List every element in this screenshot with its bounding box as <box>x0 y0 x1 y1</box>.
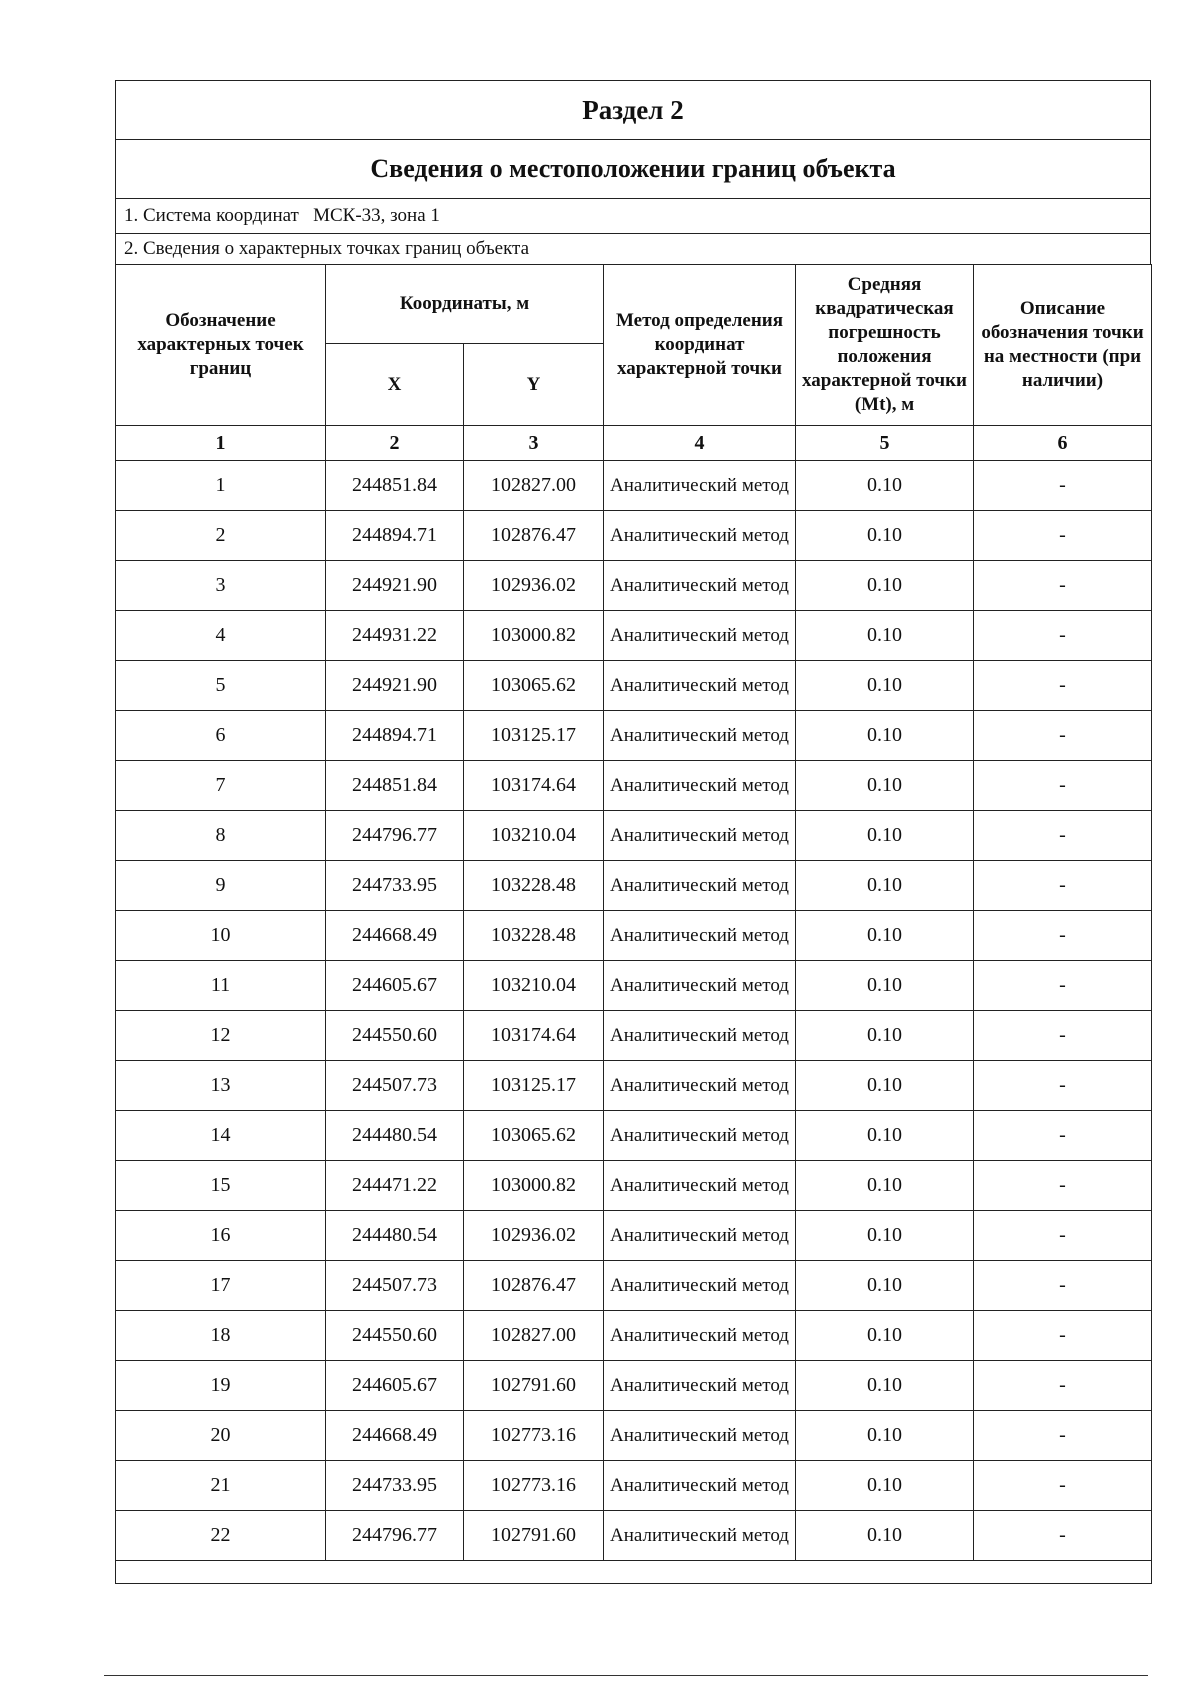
method-cell: Аналитический метод <box>604 461 796 511</box>
y-coordinate-cell: 102827.00 <box>464 1311 604 1361</box>
y-coordinate-cell: 102876.47 <box>464 511 604 561</box>
description-cell: - <box>974 711 1152 761</box>
description-cell: - <box>974 561 1152 611</box>
point-number-cell: 7 <box>116 761 326 811</box>
points-caption: 2. Сведения о характерных точках границ объекта <box>115 233 1151 264</box>
description-cell: - <box>974 1211 1152 1261</box>
table-row <box>116 1461 1152 1511</box>
method-cell: Аналитический метод <box>604 1261 796 1311</box>
description-cell: - <box>974 961 1152 1011</box>
description-cell: - <box>974 611 1152 661</box>
header-method: Метод определения координат характерной точки <box>604 265 796 426</box>
method-cell: Аналитический метод <box>604 961 796 1011</box>
column-number: 4 <box>604 426 796 461</box>
error-cell: 0.10 <box>796 1161 974 1211</box>
column-number: 1 <box>116 426 326 461</box>
table-row <box>116 861 1152 911</box>
table-row <box>116 1411 1152 1461</box>
method-cell: Аналитический метод <box>604 1011 796 1061</box>
section-subtitle: Сведения о местоположении границ объекта <box>115 139 1151 198</box>
y-coordinate-cell: 102773.16 <box>464 1411 604 1461</box>
x-coordinate-cell: 244550.60 <box>326 1311 464 1361</box>
table-row <box>116 1361 1152 1411</box>
error-cell: 0.10 <box>796 611 974 661</box>
method-cell: Аналитический метод <box>604 1461 796 1511</box>
x-coordinate-cell: 244605.67 <box>326 1361 464 1411</box>
point-number-cell: 1 <box>116 461 326 511</box>
method-cell: Аналитический метод <box>604 1211 796 1261</box>
coordinate-system-line: 1. Система координат МСК-33, зона 1 <box>115 198 1151 233</box>
point-number-cell: 9 <box>116 861 326 911</box>
description-cell: - <box>974 1111 1152 1161</box>
method-cell: Аналитический метод <box>604 1411 796 1461</box>
error-cell: 0.10 <box>796 961 974 1011</box>
header-y: Y <box>464 344 604 426</box>
table-row <box>116 461 1152 511</box>
point-number-cell: 12 <box>116 1011 326 1061</box>
description-cell: - <box>974 661 1152 711</box>
y-coordinate-cell: 103174.64 <box>464 761 604 811</box>
point-number-cell: 5 <box>116 661 326 711</box>
x-coordinate-cell: 244894.71 <box>326 711 464 761</box>
y-coordinate-cell: 103065.62 <box>464 1111 604 1161</box>
column-number: 3 <box>464 426 604 461</box>
header-x: X <box>326 344 464 426</box>
y-coordinate-cell: 102791.60 <box>464 1361 604 1411</box>
y-coordinate-cell: 103210.04 <box>464 811 604 861</box>
x-coordinate-cell: 244921.90 <box>326 661 464 711</box>
description-cell: - <box>974 911 1152 961</box>
table-row <box>116 1511 1152 1561</box>
description-cell: - <box>974 1061 1152 1111</box>
y-coordinate-cell: 102773.16 <box>464 1461 604 1511</box>
error-cell: 0.10 <box>796 1111 974 1161</box>
description-cell: - <box>974 1261 1152 1311</box>
y-coordinate-cell: 103228.48 <box>464 911 604 961</box>
point-number-cell: 15 <box>116 1161 326 1211</box>
table-row <box>116 611 1152 661</box>
description-cell: - <box>974 1511 1152 1561</box>
section-title: Раздел 2 <box>115 80 1151 139</box>
method-cell: Аналитический метод <box>604 1311 796 1361</box>
error-cell: 0.10 <box>796 1411 974 1461</box>
description-cell: - <box>974 861 1152 911</box>
x-coordinate-cell: 244851.84 <box>326 461 464 511</box>
error-cell: 0.10 <box>796 911 974 961</box>
point-number-cell: 3 <box>116 561 326 611</box>
y-coordinate-cell: 103174.64 <box>464 1011 604 1061</box>
x-coordinate-cell: 244480.54 <box>326 1111 464 1161</box>
x-coordinate-cell: 244894.71 <box>326 511 464 561</box>
column-number-row <box>116 426 1152 461</box>
x-coordinate-cell: 244668.49 <box>326 911 464 961</box>
method-cell: Аналитический метод <box>604 561 796 611</box>
error-cell: 0.10 <box>796 561 974 611</box>
error-cell: 0.10 <box>796 861 974 911</box>
point-number-cell: 16 <box>116 1211 326 1261</box>
error-cell: 0.10 <box>796 511 974 561</box>
point-number-cell: 2 <box>116 511 326 561</box>
x-coordinate-cell: 244851.84 <box>326 761 464 811</box>
description-cell: - <box>974 1461 1152 1511</box>
error-cell: 0.10 <box>796 1361 974 1411</box>
description-cell: - <box>974 1011 1152 1061</box>
method-cell: Аналитический метод <box>604 911 796 961</box>
table-row <box>116 561 1152 611</box>
column-number: 2 <box>326 426 464 461</box>
error-cell: 0.10 <box>796 661 974 711</box>
table-row <box>116 511 1152 561</box>
method-cell: Аналитический метод <box>604 1361 796 1411</box>
method-cell: Аналитический метод <box>604 1061 796 1111</box>
method-cell: Аналитический метод <box>604 661 796 711</box>
x-coordinate-cell: 244668.49 <box>326 1411 464 1461</box>
point-number-cell: 4 <box>116 611 326 661</box>
y-coordinate-cell: 103065.62 <box>464 661 604 711</box>
error-cell: 0.10 <box>796 1211 974 1261</box>
description-cell: - <box>974 461 1152 511</box>
description-cell: - <box>974 1311 1152 1361</box>
header-coordinates: Координаты, м <box>326 265 604 344</box>
error-cell: 0.10 <box>796 711 974 761</box>
document-page <box>115 80 1151 1584</box>
x-coordinate-cell: 244507.73 <box>326 1061 464 1111</box>
y-coordinate-cell: 103000.82 <box>464 611 604 661</box>
header-designation: Обозначение характерных точек границ <box>116 265 326 426</box>
point-number-cell: 20 <box>116 1411 326 1461</box>
description-cell: - <box>974 1161 1152 1211</box>
table-row <box>116 1211 1152 1261</box>
table-row <box>116 1261 1152 1311</box>
y-coordinate-cell: 103228.48 <box>464 861 604 911</box>
y-coordinate-cell: 103125.17 <box>464 711 604 761</box>
x-coordinate-cell: 244733.95 <box>326 861 464 911</box>
method-cell: Аналитический метод <box>604 861 796 911</box>
x-coordinate-cell: 244733.95 <box>326 1461 464 1511</box>
table-row <box>116 811 1152 861</box>
method-cell: Аналитический метод <box>604 761 796 811</box>
table-row <box>116 1311 1152 1361</box>
method-cell: Аналитический метод <box>604 611 796 661</box>
description-cell: - <box>974 811 1152 861</box>
table-row <box>116 1161 1152 1211</box>
method-cell: Аналитический метод <box>604 511 796 561</box>
x-coordinate-cell: 244921.90 <box>326 561 464 611</box>
point-number-cell: 22 <box>116 1511 326 1561</box>
error-cell: 0.10 <box>796 761 974 811</box>
table-row <box>116 1061 1152 1111</box>
point-number-cell: 21 <box>116 1461 326 1511</box>
boundary-points-table <box>115 264 1152 1584</box>
x-coordinate-cell: 244931.22 <box>326 611 464 661</box>
point-number-cell: 18 <box>116 1311 326 1361</box>
table-row <box>116 1111 1152 1161</box>
method-cell: Аналитический метод <box>604 1161 796 1211</box>
page-bottom-rule <box>104 1675 1148 1676</box>
y-coordinate-cell: 103210.04 <box>464 961 604 1011</box>
x-coordinate-cell: 244796.77 <box>326 811 464 861</box>
error-cell: 0.10 <box>796 1011 974 1061</box>
method-cell: Аналитический метод <box>604 1511 796 1561</box>
table-row <box>116 911 1152 961</box>
description-cell: - <box>974 511 1152 561</box>
point-number-cell: 13 <box>116 1061 326 1111</box>
description-cell: - <box>974 761 1152 811</box>
point-number-cell: 11 <box>116 961 326 1011</box>
header-description: Описание обозначения точки на местности (при наличии) <box>974 265 1152 426</box>
error-cell: 0.10 <box>796 461 974 511</box>
error-cell: 0.10 <box>796 1461 974 1511</box>
header-error: Средняя квадратическая погрешность положения характерной точки (Mt), м <box>796 265 974 426</box>
description-cell: - <box>974 1411 1152 1461</box>
x-coordinate-cell: 244796.77 <box>326 1511 464 1561</box>
error-cell: 0.10 <box>796 1261 974 1311</box>
x-coordinate-cell: 244507.73 <box>326 1261 464 1311</box>
table-row <box>116 711 1152 761</box>
y-coordinate-cell: 103000.82 <box>464 1161 604 1211</box>
y-coordinate-cell: 102936.02 <box>464 561 604 611</box>
x-coordinate-cell: 244471.22 <box>326 1161 464 1211</box>
method-cell: Аналитический метод <box>604 811 796 861</box>
table-row <box>116 961 1152 1011</box>
x-coordinate-cell: 244605.67 <box>326 961 464 1011</box>
table-row <box>116 761 1152 811</box>
point-number-cell: 17 <box>116 1261 326 1311</box>
empty-footer-cell <box>116 1561 1152 1584</box>
x-coordinate-cell: 244550.60 <box>326 1011 464 1061</box>
point-number-cell: 19 <box>116 1361 326 1411</box>
point-number-cell: 6 <box>116 711 326 761</box>
table-footer-row <box>116 1561 1152 1584</box>
x-coordinate-cell: 244480.54 <box>326 1211 464 1261</box>
y-coordinate-cell: 103125.17 <box>464 1061 604 1111</box>
y-coordinate-cell: 102827.00 <box>464 461 604 511</box>
method-cell: Аналитический метод <box>604 711 796 761</box>
column-number: 6 <box>974 426 1152 461</box>
point-number-cell: 10 <box>116 911 326 961</box>
error-cell: 0.10 <box>796 1511 974 1561</box>
description-cell: - <box>974 1361 1152 1411</box>
error-cell: 0.10 <box>796 811 974 861</box>
point-number-cell: 8 <box>116 811 326 861</box>
y-coordinate-cell: 102876.47 <box>464 1261 604 1311</box>
method-cell: Аналитический метод <box>604 1111 796 1161</box>
error-cell: 0.10 <box>796 1061 974 1111</box>
point-number-cell: 14 <box>116 1111 326 1161</box>
column-number: 5 <box>796 426 974 461</box>
y-coordinate-cell: 102791.60 <box>464 1511 604 1561</box>
table-row <box>116 1011 1152 1061</box>
error-cell: 0.10 <box>796 1311 974 1361</box>
table-row <box>116 661 1152 711</box>
y-coordinate-cell: 102936.02 <box>464 1211 604 1261</box>
